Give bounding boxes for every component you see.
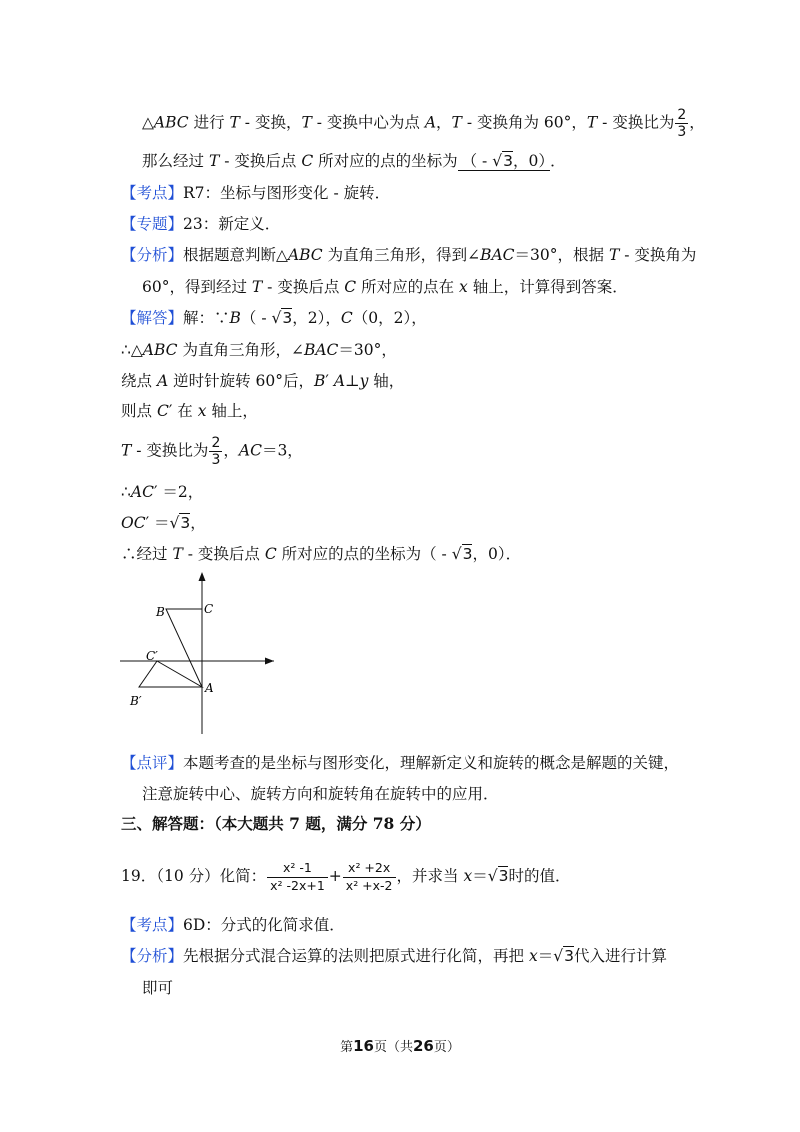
text: ， <box>436 113 452 132</box>
answer-blank <box>458 152 550 171</box>
radicand: 3 <box>180 514 191 532</box>
text: T <box>451 113 462 132</box>
sqrt: √3 <box>271 309 293 327</box>
text: T <box>586 113 598 132</box>
numerator: 2 <box>211 435 221 451</box>
text: 第 <box>340 1040 354 1055</box>
text: AC <box>238 441 262 460</box>
text: 先根据分式混合运算的法则把原式进行化简，再把 <box>183 947 529 965</box>
text: T <box>608 246 620 264</box>
solution-step-4 <box>121 436 303 467</box>
numerator: 2 <box>677 107 687 123</box>
page-number: 16 <box>353 1037 374 1055</box>
text: ′ ＝2， <box>153 483 204 501</box>
text: 6D：分式的化简求值． <box>183 916 345 934</box>
text: ‐ 变换中心为点 <box>311 113 425 132</box>
text: C <box>301 152 314 170</box>
text: 本题考查的是坐标与图形变化，理解新定义和旋转的概念是解题的关键， <box>183 754 680 772</box>
text: ，0） <box>512 152 547 170</box>
text: ABC <box>287 246 323 264</box>
fenxi-line-1 <box>121 243 696 267</box>
zhuanti-tag: 【专题】 <box>121 215 184 233</box>
denominator: 3 <box>677 124 687 140</box>
text: 则点 <box>121 402 157 420</box>
text: ‐ 变换， <box>239 113 302 132</box>
text: 时的值． <box>508 867 571 885</box>
text: C <box>156 402 169 420</box>
text: 所对应的点的坐标为 <box>313 152 458 170</box>
text: ． <box>550 152 566 170</box>
text: R7：坐标与图形变化 ‐ 旋转． <box>183 184 391 202</box>
text: C <box>344 278 357 296</box>
text: 所对应的点的坐标为（ ‐ <box>276 545 452 563</box>
radicand: 3 <box>462 545 473 563</box>
text: 解：∵ <box>183 309 230 327</box>
text: T <box>301 113 312 132</box>
text: ABC <box>142 341 178 359</box>
kaodian-tag: 【考点】 <box>121 916 184 934</box>
text: 所对应的点在 <box>356 278 460 296</box>
text: ∴ <box>121 483 131 501</box>
text: B <box>313 372 326 390</box>
text: 代入进行计算 <box>573 947 667 965</box>
text: ， <box>689 113 705 132</box>
kaodian-line-2 <box>121 913 345 937</box>
geometry-figure <box>112 568 282 738</box>
x-axis-arrow <box>265 658 274 665</box>
text: ′ 在 <box>168 402 198 420</box>
problem-line-1 <box>142 108 705 139</box>
text: ＝ <box>472 867 488 885</box>
text: BAC <box>480 246 515 264</box>
text: ‐ 变换后点 <box>182 545 265 563</box>
triangle-abc <box>166 609 202 687</box>
text: 三、解答题：（本大题共 7 题，满分 78 分） <box>121 814 431 833</box>
text: ⊥ <box>345 372 360 390</box>
text: ＝30°， <box>338 341 397 359</box>
numerator: x² +2x <box>348 860 391 875</box>
sqrt: √3 <box>451 545 473 563</box>
text: ‐ 变换后点 <box>219 152 302 170</box>
denominator: 3 <box>211 452 221 468</box>
solution-step-7 <box>121 542 521 566</box>
text: ， <box>223 441 239 460</box>
text: 注意旋转中心、旋转方向和旋转角在旋转中的应用． <box>142 785 499 803</box>
radicand: 3 <box>564 947 574 965</box>
label-c: C <box>204 602 214 616</box>
text: ′ <box>325 372 334 390</box>
fraction <box>675 108 688 139</box>
text: 为直角三角形，∠ <box>177 341 304 359</box>
text: OC <box>121 514 146 532</box>
text: ，2）， <box>292 309 341 327</box>
solution-step-1 <box>121 338 397 362</box>
fraction <box>209 436 222 467</box>
text: △ <box>142 113 154 132</box>
section-heading <box>121 812 431 836</box>
fenxi-tag: 【分析】 <box>121 947 184 965</box>
text: 页（共 <box>373 1040 413 1055</box>
sqrt: √3 <box>169 514 191 532</box>
text: ‐ 变换角为 <box>619 246 697 264</box>
dianping-line-2 <box>142 782 499 806</box>
text: （ ‐ <box>461 152 493 170</box>
text: 60°，得到经过 <box>142 278 252 296</box>
text: （ ‐ <box>240 309 272 327</box>
text: AC <box>130 483 154 501</box>
text: ABC <box>153 113 189 132</box>
text: C <box>264 545 277 563</box>
text: ，并求当 <box>396 867 464 885</box>
radicand: 3 <box>282 309 293 327</box>
radicand: 3 <box>503 152 513 170</box>
text: T <box>121 441 132 460</box>
text: ＝ <box>537 947 554 965</box>
text: ‐ 变换后点 <box>262 278 345 296</box>
denominator: x² ‐2x+1 <box>267 877 328 895</box>
text: 即可 <box>142 979 174 997</box>
text: x <box>197 402 207 420</box>
fraction-2 <box>343 860 396 894</box>
text: 23：新定义． <box>183 215 281 233</box>
text: ‐ 变换比为 <box>597 113 675 132</box>
text: 19．（10 分）化简： <box>121 867 267 885</box>
text: ＝3， <box>261 441 303 460</box>
radicand: 3 <box>498 867 509 885</box>
text: 为直角三角形，得到∠ <box>322 246 481 264</box>
denominator: x² +x‐2 <box>343 877 396 895</box>
zhuanti-line <box>121 212 280 236</box>
text: ′ ＝ <box>145 514 170 532</box>
sqrt: √3 <box>492 152 513 170</box>
solution-step-6 <box>121 511 206 535</box>
jieda-tag: 【解答】 <box>121 309 184 327</box>
label-b: B <box>156 605 165 619</box>
text: 进行 <box>188 113 230 132</box>
text: + <box>328 867 342 885</box>
text: 轴上， <box>206 402 258 420</box>
label-a: A <box>205 681 214 695</box>
text: ， <box>190 514 206 532</box>
text: A <box>156 372 169 390</box>
fenxi-line-2 <box>142 275 628 299</box>
text: ，0）． <box>472 545 522 563</box>
text: 根据题意判断△ <box>183 246 288 264</box>
text: 轴， <box>368 372 405 390</box>
label-c-prime: C′ <box>146 649 158 663</box>
text: T <box>229 113 240 132</box>
text: y <box>359 372 369 390</box>
text: ＝30°，根据 <box>514 246 609 264</box>
triangle-ab-prime-c-prime <box>139 661 202 687</box>
text: ‐ 变换角为 60°， <box>461 113 587 132</box>
dianping-line-1 <box>121 751 679 775</box>
fraction-1 <box>267 860 328 894</box>
sqrt: √3 <box>553 947 574 965</box>
y-axis-arrow <box>199 572 206 581</box>
kaodian-line <box>121 181 390 205</box>
kaodian-tag: 【考点】 <box>121 184 184 202</box>
text: 那么经过 <box>142 152 209 170</box>
text: x <box>459 278 468 296</box>
text: x <box>463 867 473 885</box>
text: ∴△ <box>121 341 143 359</box>
fenxi-tag: 【分析】 <box>121 246 184 264</box>
text: T <box>251 278 263 296</box>
text: x <box>528 947 538 965</box>
text: 绕点 <box>121 372 157 390</box>
text: 轴上，计算得到答案． <box>467 278 628 296</box>
text: ∴经过 <box>121 545 173 563</box>
fenxi2-line-2 <box>142 976 173 1000</box>
text: ‐ 变换比为 <box>131 441 209 460</box>
numerator: x² ‐1 <box>283 860 312 875</box>
text: T <box>208 152 220 170</box>
fenxi2-line-1 <box>121 944 667 968</box>
text: A <box>424 113 437 132</box>
text: T <box>172 545 183 563</box>
label-b-prime: B′ <box>130 694 142 708</box>
solution-step-5 <box>121 480 203 504</box>
text: 页） <box>433 1040 460 1055</box>
solution-step-2 <box>121 369 404 393</box>
page-total: 26 <box>413 1037 434 1055</box>
jieda-line <box>121 306 427 330</box>
text: BAC <box>303 341 339 359</box>
text: 逆时针旋转 60°后， <box>168 372 314 390</box>
text: C <box>340 309 353 327</box>
dianping-tag: 【点评】 <box>121 754 184 772</box>
problem-line-2 <box>142 149 566 173</box>
text: A <box>333 372 346 390</box>
question-19 <box>121 860 571 894</box>
text: B <box>229 309 241 327</box>
text: （0，2）， <box>352 309 427 327</box>
solution-step-3 <box>121 399 258 423</box>
page-footer <box>0 1036 800 1055</box>
sqrt: √3 <box>487 867 509 885</box>
